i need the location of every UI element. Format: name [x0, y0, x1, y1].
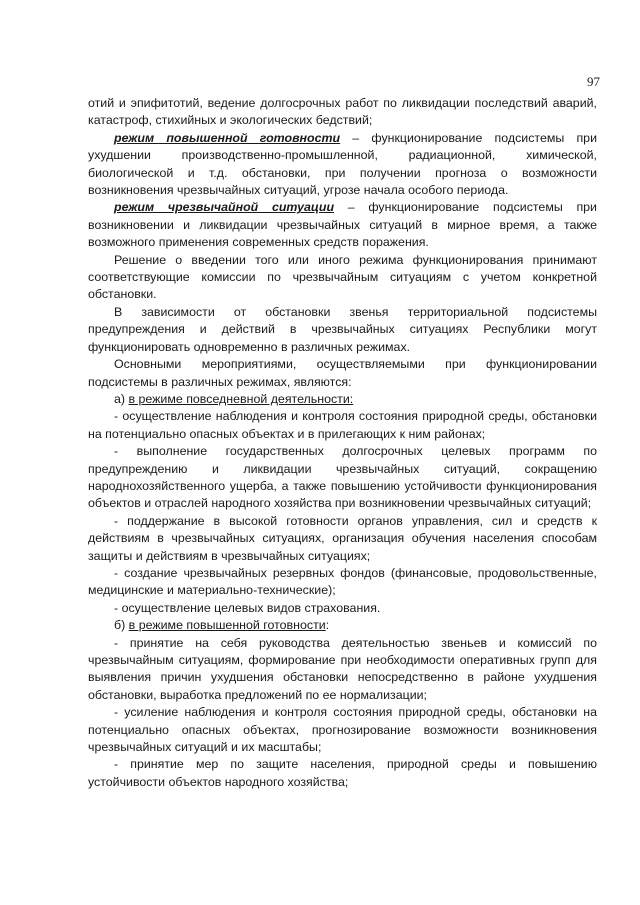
list-item: - принятие мер по защите населения, природной среды и повышению устойчивости объектов народного хозяйства;: [88, 757, 597, 789]
list-item: - выполнение государственных долгосрочных целевых программ по предупреждению и ликвидации чрезвычайных ситуаций, сокращению народнохозяйственного ущерба, а также повышению устойчивости функционирования объектов и отраслей народного хозяйства при возникновении чрезвычайных ситуаций;: [88, 444, 597, 511]
subheading-b: [88, 617, 597, 634]
paragraph-decision: Решение о введении того или иного режима функционирования принимают соответствующие комиссии по чрезвычайным ситуациям с учетом конкретной обстановки.: [88, 252, 597, 302]
subheading-a-title: в режиме повседневной деятельности:: [128, 391, 354, 406]
paragraph-mode-emergency: [88, 199, 597, 251]
definition-heightened-readiness: – функционирование подсистемы при ухудшении производственно-промышленной, радиационной, химической, биологической и т.д. обстановки, при получении прогноза о возможности возникновения чрезвычайных ситуаций, угрозе начала особого периода.: [88, 130, 597, 198]
subheading-a-prefix: а): [114, 391, 129, 406]
list-item: - осуществление целевых видов страхования.: [114, 600, 381, 615]
paragraph-territorial-units: В зависимости от обстановки звенья территориальной подсистемы предупреждения и действий в чрезвычайных ситуациях Республики могут функционировать одновременно в различных режимах.: [88, 304, 597, 354]
list-item: - усиление наблюдения и контроля состояния природной среды, обстановки на потенциально опасных объектах, прогнозирование возможности возникновения чрезвычайных ситуаций и их масштабы;: [88, 705, 597, 755]
list-item: - поддержание в высокой готовности органов управления, сил и средств к действиям в чрезвычайных ситуациях, организация обучения населения способам защиты и действиям в чрезвычайных ситуациях;: [88, 513, 597, 563]
subheading-b-title: в режиме повышенной готовности: [128, 618, 326, 633]
list-item: - принятие на себя руководства деятельностью звеньев и комиссий по чрезвычайным ситуациям, формирование при необходимости оперативных групп для выявления причин ухудшения обстановки непосредственно в районе ухудшения обстановки, выработка предложений по ее нормализации;: [88, 635, 597, 702]
term-emergency-mode: режим чрезвычайной ситуации: [114, 200, 335, 215]
paragraph-main-measures: Основными мероприятиями, осуществляемыми при функционировании подсистемы в различных режимах, являются:: [88, 357, 597, 389]
subheading-b-suffix: :: [325, 618, 330, 633]
document-body: [88, 95, 597, 791]
paragraph-mode-heightened-readiness: [88, 130, 597, 200]
definition-emergency-mode: – функционирование подсистемы при возникновении и ликвидации чрезвычайных ситуаций в мирное время, а также возможного применения современных средств поражения.: [88, 200, 597, 250]
page-number: 97: [587, 74, 600, 89]
term-heightened-readiness: режим повышенной готовности: [114, 130, 341, 145]
paragraph-1: отий и эпифитотий, ведение долгосрочных работ по ликвидации последствий аварий, катастроф, стихийных и экологических бедствий;: [88, 96, 597, 128]
subheading-a: [88, 391, 597, 408]
list-item: - осуществление наблюдения и контроля состояния природной среды, обстановки на потенциально опасных объектах и в прилегающих к ним районах;: [88, 409, 597, 441]
list-item: - создание чрезвычайных резервных фондов (финансовые, продовольственные, медицинские и материально-технические);: [88, 565, 597, 598]
subheading-b-prefix: б): [114, 618, 129, 633]
